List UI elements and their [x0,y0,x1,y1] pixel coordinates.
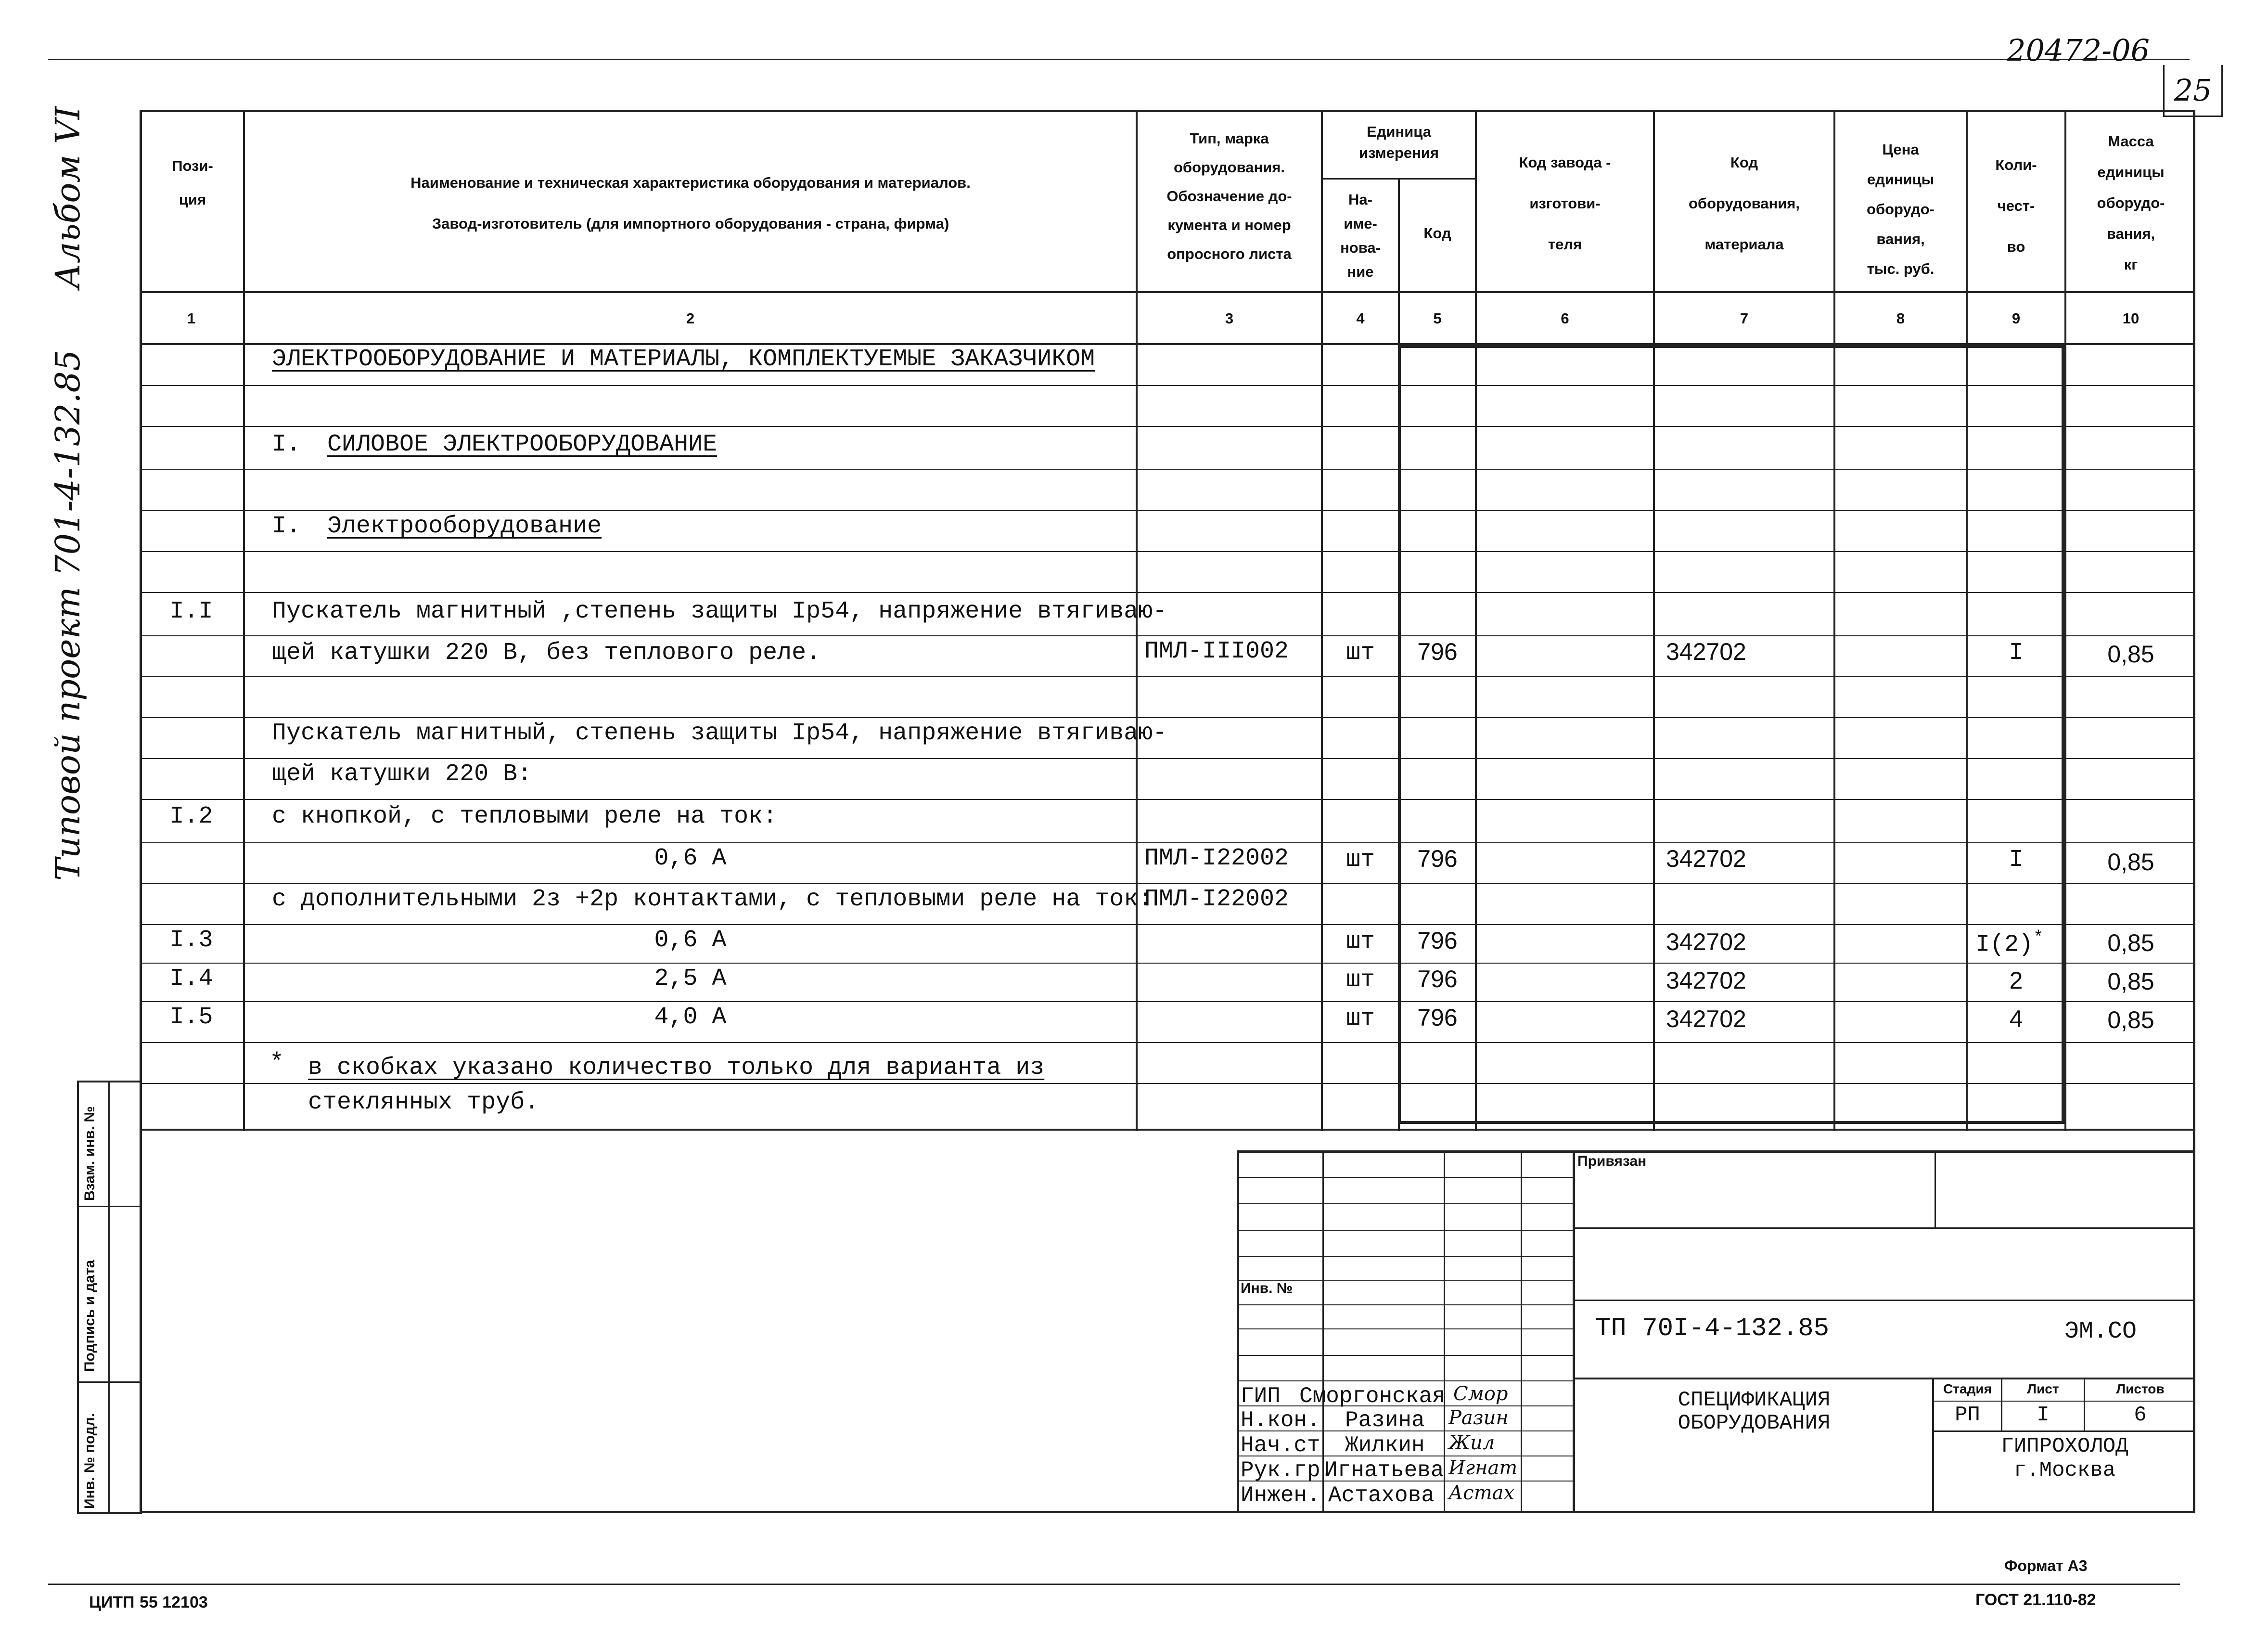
row-current: 0,6 А [654,927,727,954]
row-equip-code: 342702 [1666,1005,1746,1032]
hdr-text: На- [1348,191,1372,208]
row-line [140,510,2195,511]
row-line [140,385,2195,386]
stamp-title-line: ОБОРУДОВАНИЯ [1678,1411,1831,1435]
stamp-vline [1935,1150,1936,1227]
hdr-text: оборудо- [1867,201,1935,218]
col-number: 7 [1740,310,1749,327]
stamp-row [1237,1355,1574,1356]
side-project: Типовой проект 701-4-132.85 [48,349,88,881]
stamp-mark: ЭМ.СО [2064,1318,2137,1345]
person-name: Сморгонская [1299,1384,1446,1409]
row-unit: шт [1345,928,1375,955]
hdr-text: Наименование и техническая характеристика оборудования и материалов. [410,174,971,191]
col-number: 5 [1433,310,1442,327]
sheet-corner-box [2163,65,2223,117]
hdr-text: оборудования. [1173,159,1285,176]
side-album: Альбом VI [48,106,88,289]
hdr-text: единицы [1867,171,1935,188]
col-number: 2 [686,310,695,327]
row-line [140,883,2195,884]
stamp-vline [1521,1150,1522,1513]
section-title: СИЛОВОЕ ЭЛЕКТРООБОРУДОВАНИЕ [327,431,718,458]
row-code: 796 [1417,927,1458,954]
hdr-col1 [142,149,243,217]
person-signature: Смор [1453,1383,1508,1405]
person-signature: Игнат [1448,1457,1518,1479]
note-line-2: стеклянных труб. [308,1089,539,1116]
sheet-header: Лист [2027,1381,2059,1396]
sheet-value: I [2037,1403,2050,1427]
row-line [140,924,2195,925]
col-number: 10 [2122,310,2140,327]
row-unit: шт [1345,846,1375,874]
person-role: Инжен. [1241,1483,1320,1508]
row-pos: I.3 [169,927,213,954]
hdr-col7 [1655,142,1833,265]
hdr-text: тыс. руб. [1867,260,1935,277]
hdr-text: Тип, марка [1190,130,1269,147]
row-code: 796 [1417,1004,1458,1031]
row-line [140,469,2195,470]
note-line-1: в скобках указано количество только для варианта из [308,1054,1045,1082]
sheets-value: 6 [2134,1403,2147,1427]
stamp-row [1574,1378,2195,1379]
row-line [140,635,2195,636]
hdr-text: во [2007,238,2025,255]
stamp-row [1574,1227,2195,1229]
stamp-row [1237,1177,1574,1178]
hdr-text: ция [179,191,206,208]
row-qty-value: I(2) [1975,931,2034,959]
row-mass: 0,85 [2107,1006,2154,1033]
hdr-col9 [1968,144,2064,267]
row-desc: Пускатель магнитный, степень защиты Ip54, напряжение втягиваю- [272,720,1167,747]
row-line [140,1083,2195,1084]
stamp-row [1237,1203,1574,1204]
row-desc: с кнопкой, с тепловыми реле на ток: [272,803,778,830]
row-line [140,758,2195,759]
stamp-row [1237,1380,1574,1381]
col-number: 3 [1225,310,1234,327]
person-role: Н.кон. [1241,1408,1320,1433]
row-type: ПМЛ-III002 [1144,638,1289,665]
hdr-col3 [1138,124,1321,269]
stamp-row [1237,1230,1574,1231]
row-code: 796 [1417,966,1458,992]
hdr-text: Код [1730,154,1758,171]
stamp-row [1574,1300,2195,1301]
col-number: 4 [1356,310,1365,327]
stage-value: РП [1955,1403,1980,1427]
inv-no-label: Инв. № [1241,1280,1293,1296]
privyazan-label: Привязан [1577,1153,1647,1169]
inv-podl-label: Инв. № подл. [82,1413,98,1509]
stage-header: Стадия [1943,1381,1992,1396]
row-qty: 4 [2009,1005,2023,1032]
row-line [140,842,2195,843]
row-current: 2,5 А [654,965,727,992]
stamp-row [1237,1328,1574,1329]
stamp-vline-main [1573,1150,1575,1513]
hdr-text: нова- [1340,239,1381,256]
left-strip-rule [77,1206,142,1207]
stamp-row [1932,1401,2195,1402]
hdr-col10 [2066,126,2195,280]
left-strip-rule [77,1381,142,1383]
hdr-col45 [1323,121,1475,164]
row-unit: шт [1345,639,1375,667]
row-pos: I.I [169,598,213,625]
top-rule [48,59,2190,60]
stamp-title [1576,1389,1932,1435]
title-main: ЭЛЕКТРООБОРУДОВАНИЕ И МАТЕРИАЛЫ, КОМПЛЕКТУЕМЫЕ ЗАКАЗЧИКОМ [272,346,1095,373]
podpis-label: Подпись и дата [82,1260,98,1372]
person-name: Игнатьева [1324,1458,1444,1483]
row-line [140,676,2195,677]
person-signature: Жил [1448,1432,1495,1454]
hdr-text: Единица [1367,123,1431,140]
org-name: ГИПРОХОЛОД [2001,1434,2128,1458]
hdr-text: Коли- [1995,156,2037,173]
hdr-text: единицы [2097,164,2165,180]
doc-number: 20472-06 [2007,33,2150,68]
hdr-text: име- [1344,215,1377,232]
hdr-text: теля [1548,236,1582,253]
row-current: 4,0 А [654,1004,727,1031]
row-mass: 0,85 [2107,641,2154,668]
person-signature: Астах [1448,1482,1515,1504]
footnote-star: * [2033,928,2044,948]
row-equip-code: 342702 [1666,928,1746,955]
hdr-col4 [1323,188,1398,284]
header-rule [140,291,2195,293]
row-equip-code: 342702 [1666,845,1746,872]
stamp-row [1932,1430,2195,1432]
hdr-text: материала [1704,236,1784,253]
row-line [140,551,2195,552]
row-line [140,1042,2195,1043]
org-block [1934,1434,2195,1482]
row-equip-code: 342702 [1666,638,1746,665]
hdr-col8 [1835,135,1966,284]
hdr-col5: Код [1423,225,1451,242]
stamp-row [1237,1304,1574,1305]
hdr-text: Масса [2108,133,2154,150]
hdr-text: кг [2124,256,2138,273]
col-number: 8 [1896,310,1905,327]
person-role: Рук.гр. [1241,1458,1334,1483]
hdr-col6 [1477,142,1653,265]
hdr-col2 [245,156,1136,238]
person-name: Разина [1345,1408,1425,1433]
col-number: 9 [2012,310,2021,327]
hdr-text: кумента и номер [1167,217,1291,233]
row-line [140,426,2195,427]
hdr-text: опросного листа [1167,245,1292,262]
col-number: 6 [1561,310,1569,327]
row-qty [1975,928,2044,959]
row-line [140,963,2195,964]
sheet-corner-number: 25 [2174,73,2212,108]
person-name: Жилкин [1345,1433,1425,1458]
row-code: 796 [1417,845,1458,872]
hdr-text: Код завода - [1519,154,1611,171]
hdr-text: вания, [2106,225,2155,242]
hdr-text: вания, [1876,231,1925,247]
col-number: 1 [187,310,196,327]
row-line-end [140,1129,2195,1131]
row-mass: 0,85 [2107,929,2154,956]
cipt-label: ЦИТП [89,1593,135,1611]
row-desc: с дополнительными 2з +2р контактами, с тепловыми реле на ток: [272,886,1153,913]
person-name: Астахова [1328,1483,1435,1508]
hdr-text: Завод-изготовитель (для импортного оборудования - страна, фирма) [432,215,949,232]
row-unit: шт [1345,966,1375,994]
row-pos: I.4 [169,965,213,992]
hdr-text: оборудования, [1688,195,1800,212]
note-star: * [269,1049,284,1077]
row-type: ПМЛ-I22002 [1144,845,1289,872]
hdr-text: измерения [1359,144,1439,161]
row-qty: I [2009,639,2024,667]
row-desc: щей катушки 220 В, без теплового реле. [272,639,821,667]
row-type: ПМЛ-I22002 [1144,886,1289,913]
row-code: 796 [1417,638,1458,665]
sheets-header: Листов [2116,1381,2165,1396]
person-role: ГИП [1241,1384,1281,1409]
row-line [140,592,2195,593]
row-qty: 2 [2009,967,2023,994]
left-strip-split [108,1081,110,1514]
subsection-number: I. [272,513,301,540]
cipt-number: 55 12103 [140,1593,208,1611]
row-equip-code: 342702 [1666,967,1746,994]
row-mass: 0,85 [2107,849,2154,876]
hdr-text: Обозначение до- [1166,188,1292,205]
hdr-text: чест- [1997,197,2035,214]
row-line [140,717,2195,718]
row-line [140,799,2195,800]
row-line [140,1001,2195,1002]
stamp-title-line: СПЕЦИФИКАЦИЯ [1678,1388,1831,1412]
org-city: г.Москва [2013,1458,2116,1482]
gost-label: ГОСТ 21.110-82 [1975,1591,2096,1609]
bottom-rule [48,1584,2180,1585]
row-pos: I.2 [169,803,213,830]
row-unit: шт [1345,1005,1375,1032]
hdr-text: изготови- [1529,195,1601,212]
vzam-label: Взам. инв. № [82,1106,98,1201]
section-number: I. [272,431,301,458]
hdr-text: оборудо- [2097,194,2165,211]
row-desc: щей катушки 220 В: [272,760,532,788]
person-role: Нач.ст [1241,1433,1320,1458]
stamp-row [1237,1256,1574,1257]
hdr-text: Пози- [172,157,213,174]
format-label: Формат А3 [2004,1557,2088,1574]
person-signature: Разин [1448,1407,1509,1429]
row-pos: I.5 [169,1004,213,1031]
row-current: 0,6 А [654,845,727,872]
row-desc: Пускатель магнитный ,степень защиты Ip54, напряжение втягиваю- [272,598,1167,625]
hdr-text: Цена [1882,141,1919,158]
subsection-title: Электрооборудование [327,513,602,540]
stamp-code: ТП 70I-4-132.85 [1595,1314,1830,1343]
row-qty: I [2009,846,2024,874]
row-mass: 0,85 [2107,968,2154,995]
hdr-text: ние [1347,263,1374,280]
